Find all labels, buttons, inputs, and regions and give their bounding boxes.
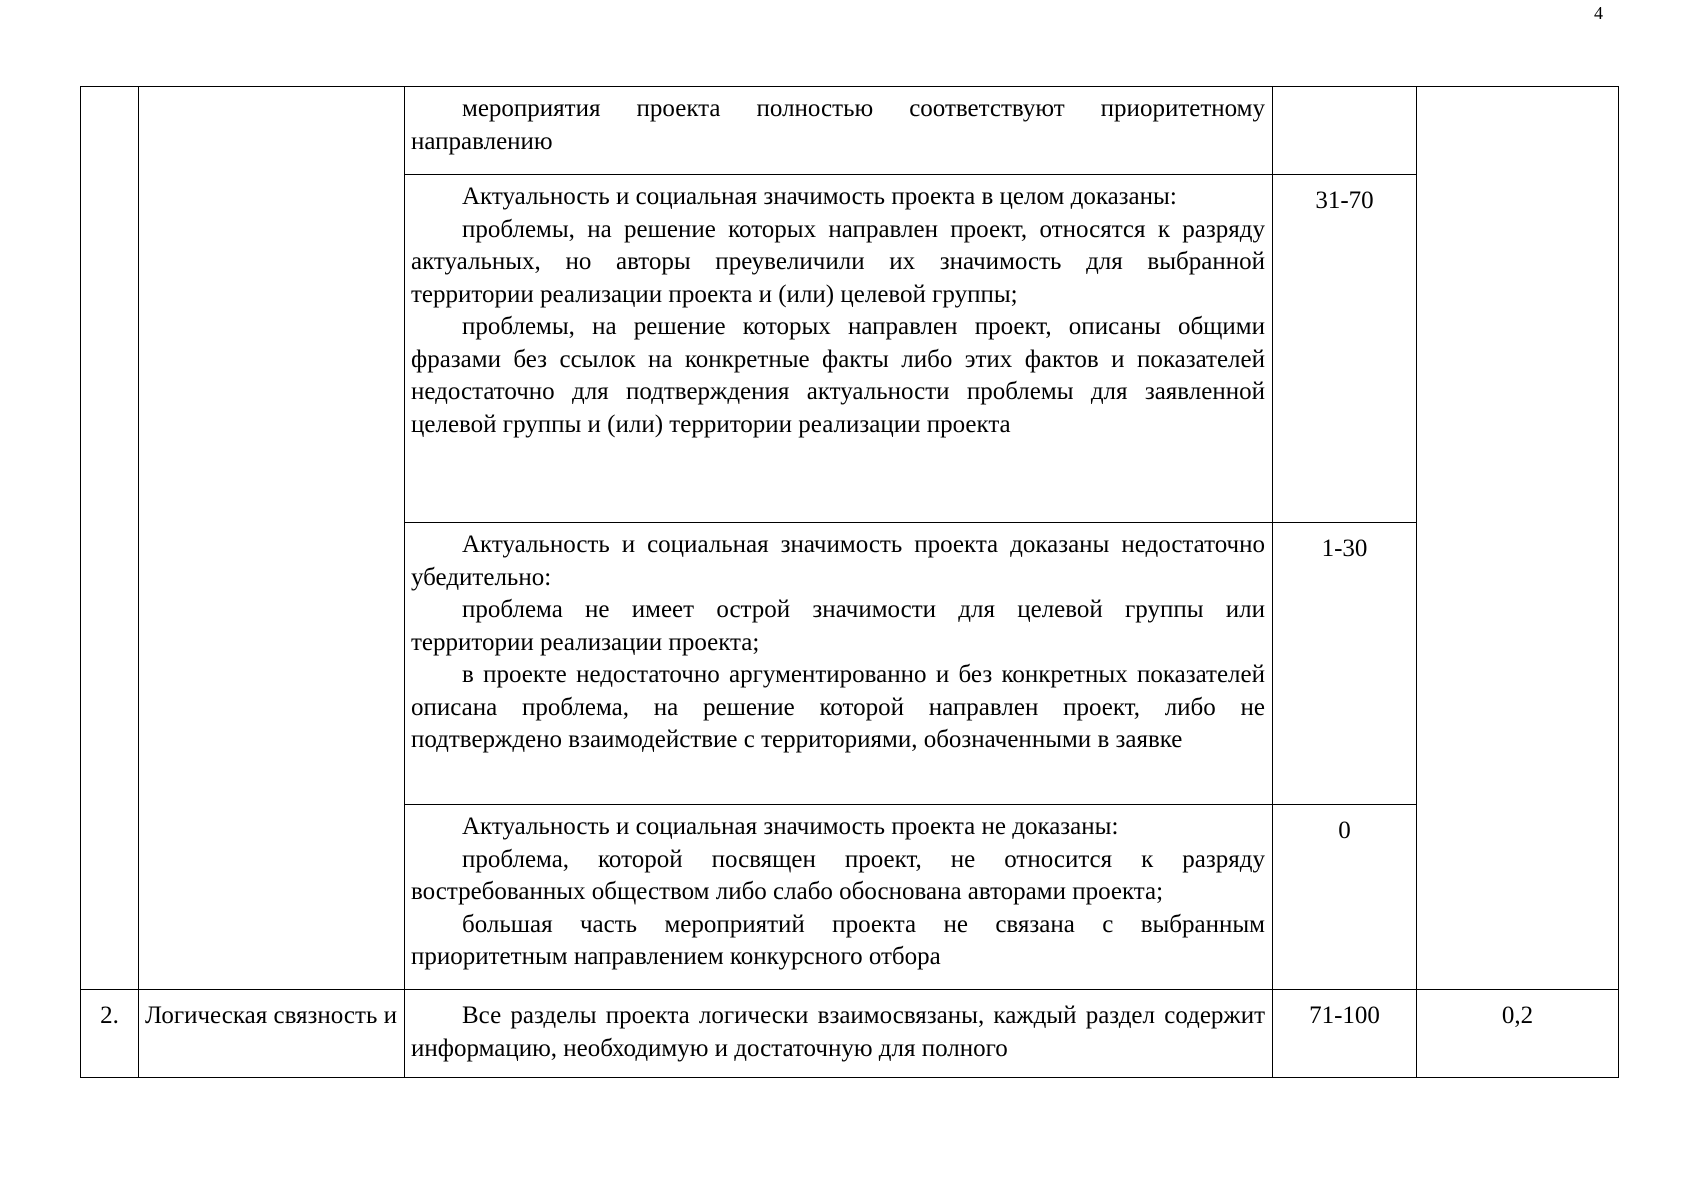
criterion-name: Логическая связность и [139,990,405,1078]
criteria-table [80,86,1619,990]
description-paragraph: проблема, которой посвящен проект, не относится к разряду востребованных обществом либо слабо обоснована авторами проекта; [411,845,1265,905]
score-cell: 71-100 [1273,990,1417,1078]
weight-value: 0,2 [1417,990,1619,1078]
description-paragraph: проблемы, на решение которых направлен проект, описаны общими фразами без ссылок на конкретные факты либо этих фактов и показателей недостаточно для подтверждения актуальности проблемы для заявленной целевой группы и (или) территории реализации проекта [411,313,1265,438]
score-cell: 0 [1273,805,1417,990]
description-paragraph: проблемы, на решение которых направлен проект, относятся к разряду актуальных, но авторы преувеличили их значимость для выбранной территории реализации проекта и (или) целевой группы; [411,215,1265,308]
score-cell [1273,87,1417,175]
description-paragraph: проблема не имеет острой значимости для целевой группы или территории реализации проекта; [411,596,1265,656]
description-paragraph: Все разделы проекта логически взаимосвязаны, каждый раздел содержит информацию, необходимую и достаточную для полного [411,1002,1265,1062]
criterion-description [405,805,1273,990]
criterion-description [405,87,1273,175]
score-cell: 1-30 [1273,523,1417,805]
description-paragraph: Актуальность и социальная значимость проекта в целом доказаны: [462,183,1177,210]
criterion-name-cell [139,87,405,990]
criterion-description [405,523,1273,805]
weight-cell [1417,87,1619,990]
score-cell: 31-70 [1273,175,1417,523]
description-paragraph: большая часть мероприятий проекта не связана с выбранным приоритетным направлением конкурсного отбора [411,910,1265,970]
page-number: 4 [1594,3,1603,23]
description-paragraph: Актуальность и социальная значимость проекта не доказаны: [462,813,1119,840]
criterion-description [405,990,1273,1078]
description-paragraph: мероприятия проекта полностью соответствуют приоритетному направлению [411,95,1265,155]
criterion-number: 2. [81,990,139,1078]
criterion-number-cell [81,87,139,990]
table-row [81,990,1619,1078]
table-row [81,87,1619,175]
description-paragraph: в проекте недостаточно аргументированно и без конкретных показателей описана проблема, на решение которой направлен проект, либо не подтверждено взаимодействие с территориями, обозначенными в заявке [411,661,1265,753]
criteria-table-row-2 [80,989,1619,1078]
criterion-description [405,175,1273,523]
description-paragraph: Актуальность и социальная значимость проекта доказаны недостаточно убедительно: [411,531,1265,591]
